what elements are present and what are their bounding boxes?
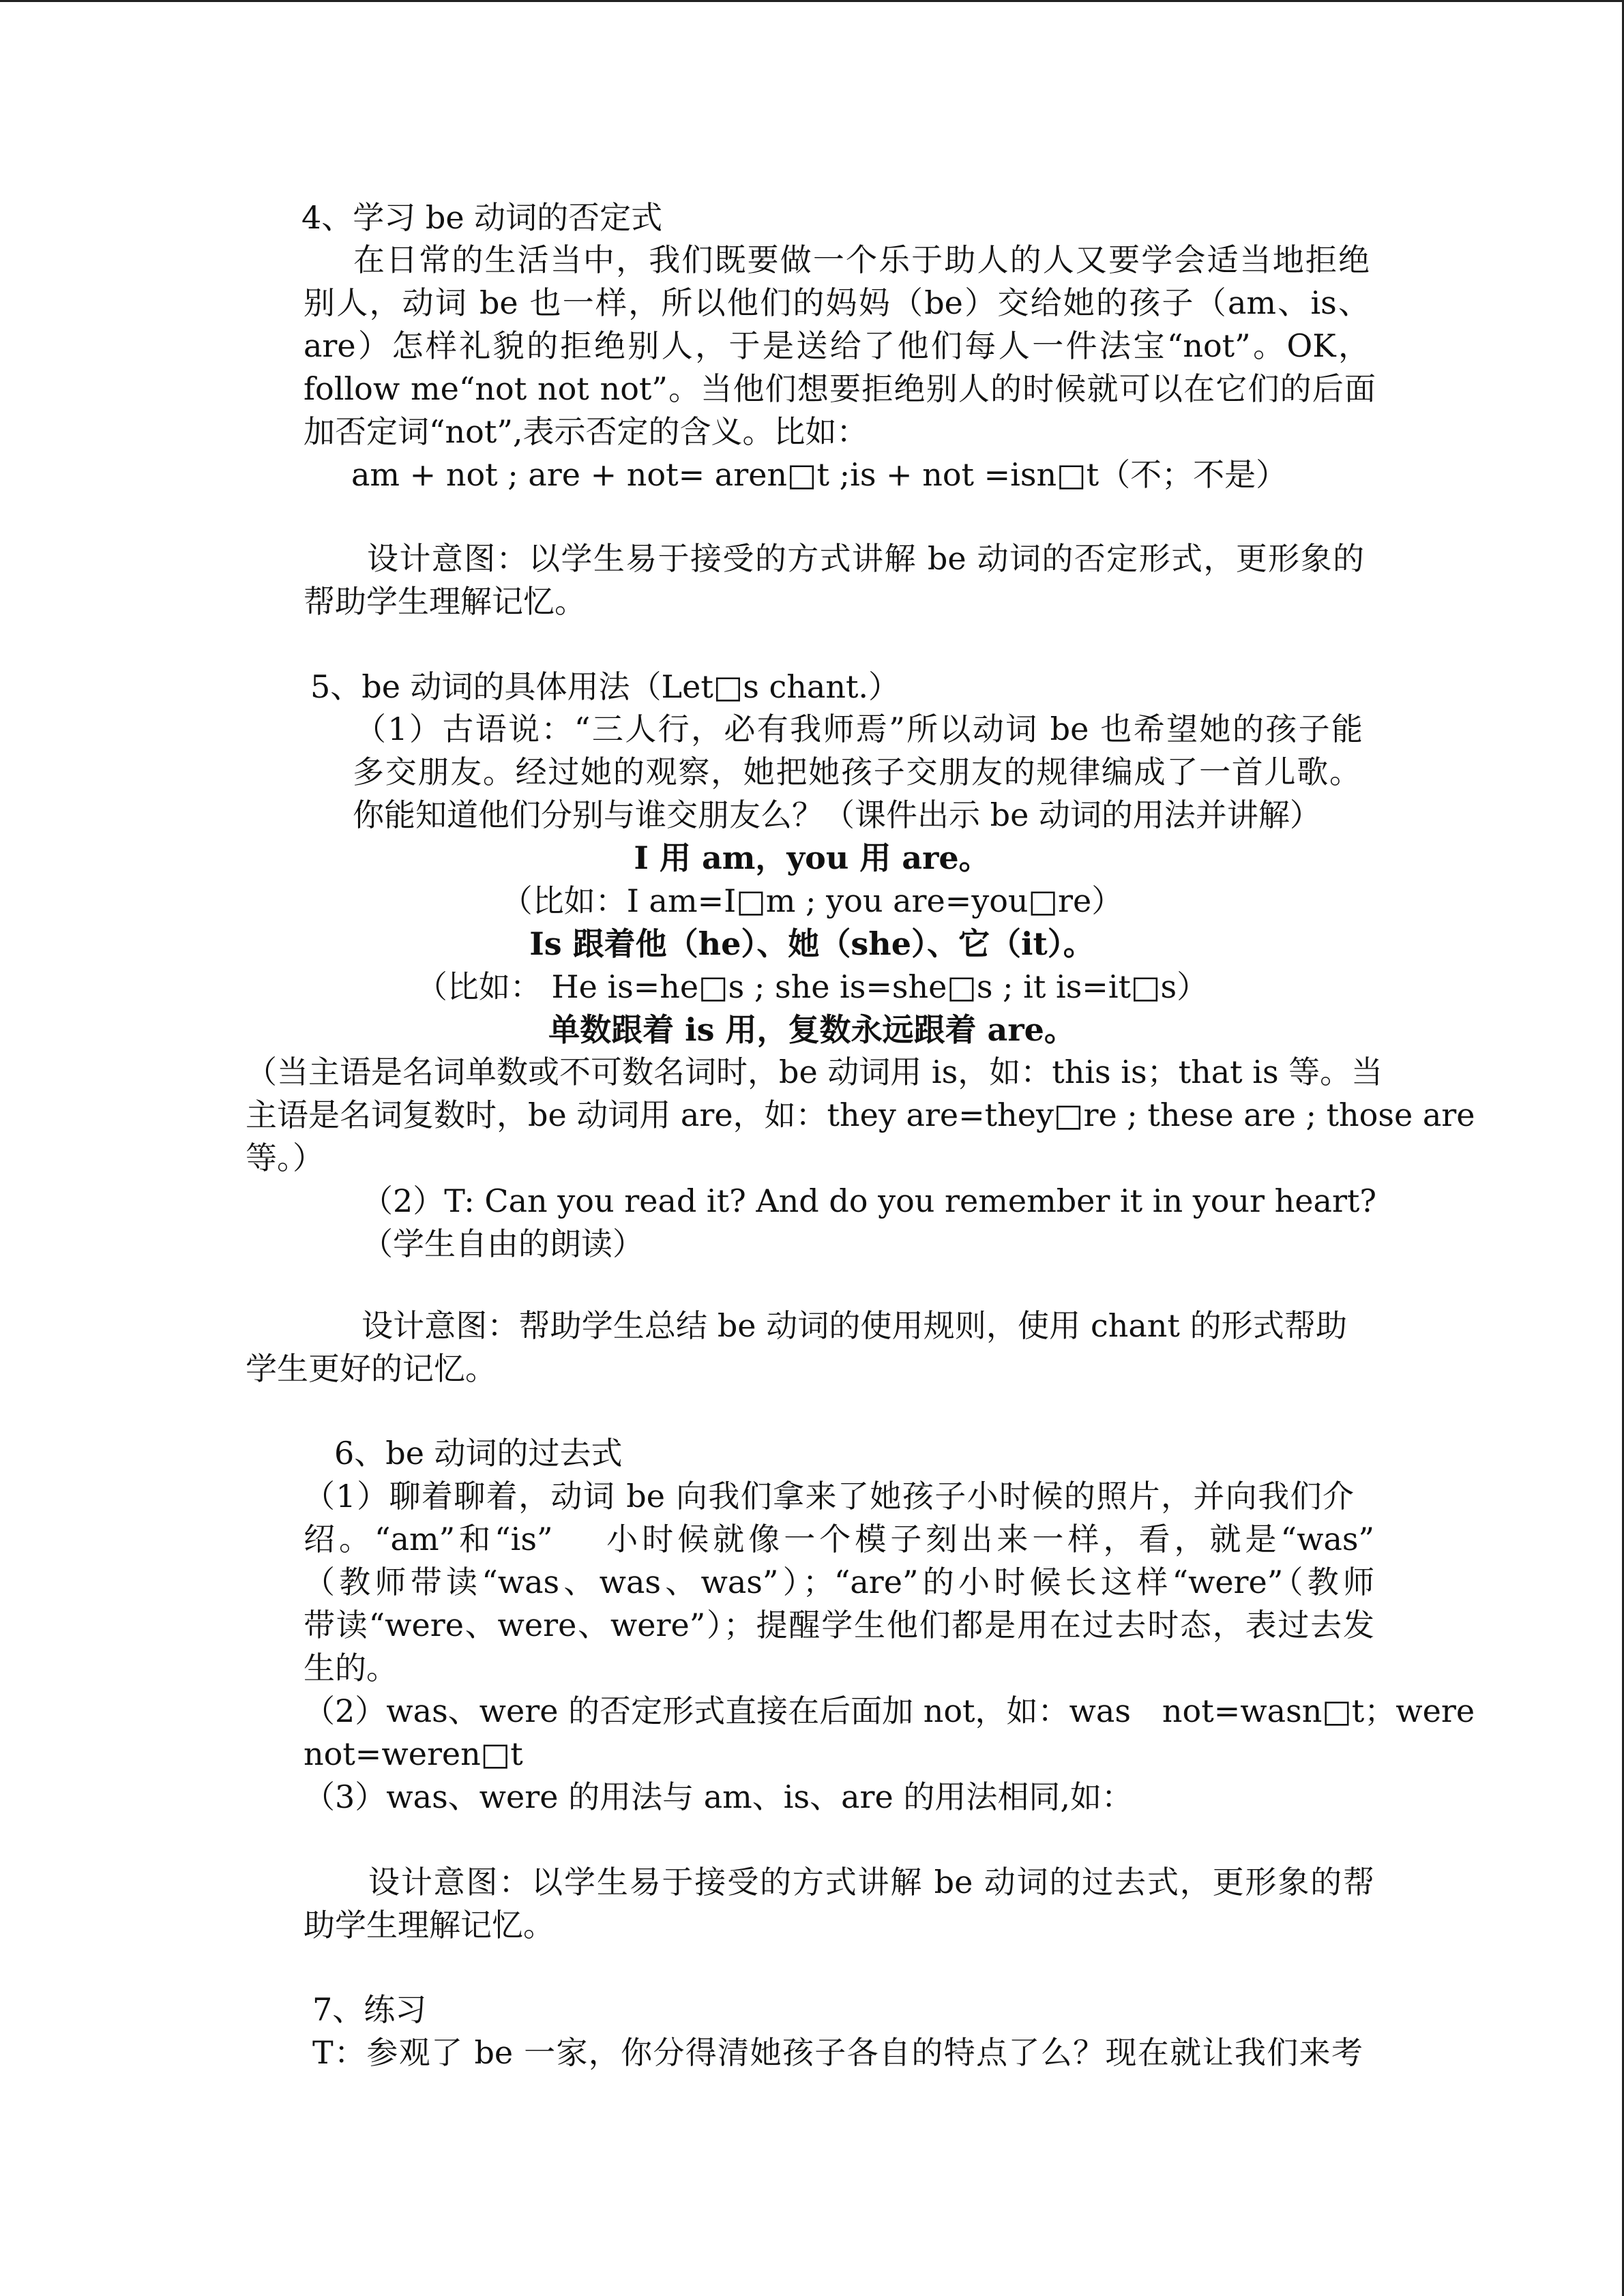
teacher-question: （2）T: Can you read it? And do you remember it in your heart? — [361, 1182, 1377, 1219]
paragraph-line: follow me“not not not”。当他们想要拒绝别人的时候就可以在它们的后面 — [304, 370, 1376, 407]
section-5-heading: 5、be 动词的具体用法（Let□s chant.） — [310, 668, 900, 705]
design-intent-line: 设计意图：以学生易于接受的方式讲解 be 动词的否定形式，更形象的 — [367, 540, 1364, 577]
design-intent-line: 学生更好的记忆。 — [246, 1350, 497, 1387]
chant-line: 单数跟着 is 用，复数永远跟着 are。 — [548, 1011, 1076, 1048]
paragraph-line: （教师带读“was、was、was”）；“are”的小时候长这样“were”（教师 — [304, 1564, 1374, 1600]
paragraph-line: 在日常的生活当中，我们既要做一个乐于助人的人又要学会适当地拒绝 — [353, 241, 1370, 278]
paragraph-line: T：参观了 be 一家，你分得清她孩子各自的特点了么？现在就让我们来考 — [312, 2034, 1363, 2071]
paragraph-line: （2）was、were 的否定形式直接在后面加 not，如：was not=wasn□t；were — [304, 1693, 1475, 1729]
paragraph-line: （3）was、were 的用法与 am、is、are 的用法相同,如： — [304, 1778, 1133, 1815]
paragraph-line: 多交朋友。经过她的观察，她把她孩子交朋友的规律编成了一首儿歌。 — [353, 754, 1361, 790]
example-line: am + not ; are + not= aren□t ;is + not =isn□t（不；不是） — [351, 456, 1288, 493]
note-line: 等。） — [246, 1139, 324, 1176]
paragraph-line: 你能知道他们分别与谁交朋友么？（课件出示 be 动词的用法并讲解） — [353, 796, 1321, 833]
chant-example: （比如：I am=I□m ; you are=you□re） — [501, 882, 1123, 919]
section-6-heading: 6、be 动词的过去式 — [334, 1435, 623, 1472]
design-intent-line: 帮助学生理解记忆。 — [304, 583, 586, 620]
paragraph-line: 绍。“am”和“is” 小时候就像一个模子刻出来一样，看，就是“was” — [304, 1521, 1374, 1557]
design-intent-line: 设计意图：帮助学生总结 be 动词的使用规则，使用 chant 的形式帮助 — [361, 1307, 1347, 1344]
design-intent-line: 设计意图：以学生易于接受的方式讲解 be 动词的过去式，更形象的帮 — [368, 1864, 1374, 1900]
section-4-heading: 4、学习 be 动词的否定式 — [301, 199, 663, 236]
note-line: （当主语是名词单数或不可数名词时，be 动词用 is，如：this is；that is 等。当 — [246, 1054, 1383, 1090]
design-intent-line: 助学生理解记忆。 — [304, 1907, 555, 1943]
chant-example: （比如： He is=he□s ; she is=she□s ; it is=it□s） — [415, 968, 1209, 1005]
paragraph-line: 带读“were、were、were”）；提醒学生他们都是用在过去时态，表过去发 — [304, 1607, 1374, 1643]
paragraph-line: （1）古语说：“三人行，必有我师焉”所以动词 be 也希望她的孩子能 — [355, 711, 1363, 747]
note-line: 主语是名词复数时，be 动词用 are，如：they are=they□re ; these are ; those are — [246, 1097, 1475, 1133]
paragraph-line: are）怎样礼貌的拒绝别人，于是送给了他们每人一件法宝“not”。OK， — [304, 327, 1370, 364]
chant-line: I 用 am，you 用 are。 — [634, 839, 990, 876]
paragraph-line: not=weren□t — [304, 1735, 523, 1772]
student-activity: （学生自由的朗读） — [361, 1225, 644, 1262]
section-7-heading: 7、练习 — [312, 1991, 427, 2028]
paragraph-line: 生的。 — [304, 1650, 398, 1686]
paragraph-line: （1）聊着聊着，动词 be 向我们拿来了她孩子小时候的照片，并向我们介 — [304, 1478, 1354, 1515]
paragraph-line: 加否定词“not”,表示否定的含义。比如： — [304, 413, 868, 450]
paragraph-line: 别人，动词 be 也一样，所以他们的妈妈（be）交给她的孩子（am、is、 — [304, 284, 1370, 321]
top-border — [0, 0, 1624, 2]
chant-line: Is 跟着他（he）、她（she）、它（it）。 — [529, 925, 1095, 962]
